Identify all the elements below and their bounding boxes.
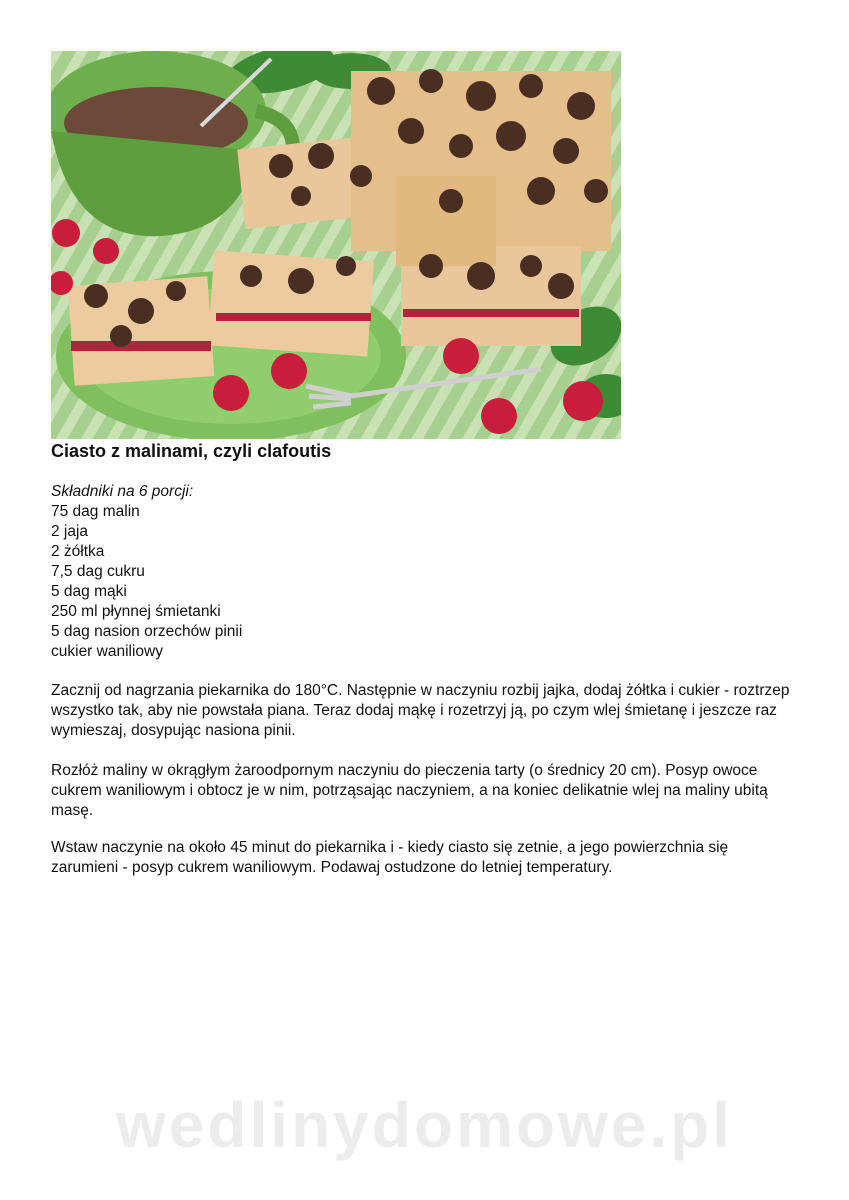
- ingredients-heading: Składniki na 6 porcji:: [51, 483, 194, 500]
- ingredient-item: 75 dag malin: [51, 503, 140, 520]
- instruction-paragraph-1: Zacznij od nagrzania piekarnika do 180°C. Następnie w naczyniu rozbij jajka, dodaj żółtka i cukier - roztrzep wszystko tak, aby nie powstała piana. Teraz dodaj mąkę i rozetrzyj ją, po czym wlej śmietanę i jeszcze raz wymieszaj, dosypując nasiona pinii.: [51, 682, 790, 739]
- recipe-title: Ciasto z malinami, czyli clafoutis: [51, 441, 332, 461]
- instruction-paragraph-2: Rozłóż maliny w okrągłym żaroodpornym naczyniu do pieczenia tarty (o średnicy 20 cm). Posyp owoce cukrem waniliowym i obtocz je w nim, potrząsając naczyniem, a na koniec delikatnie wlej na maliny ubitą masę.: [51, 762, 768, 819]
- ingredient-item: 7,5 dag cukru: [51, 563, 145, 580]
- ingredients-list: [51, 482, 242, 662]
- ingredient-item: 250 ml płynnej śmietanki: [51, 603, 221, 620]
- ingredient-item: cukier waniliowy: [51, 643, 163, 660]
- recipe-photo: [51, 51, 621, 439]
- ingredient-item: 2 żółtka: [51, 543, 105, 560]
- ingredient-item: 5 dag mąki: [51, 583, 127, 600]
- ingredient-item: 2 jaja: [51, 523, 89, 540]
- site-watermark: wedlinydomowe.pl: [116, 1089, 733, 1161]
- instruction-paragraph-3: Wstaw naczynie na około 45 minut do piekarnika i - kiedy ciasto się zetnie, a jego powierzchnia się zarumieni - posyp cukrem waniliowym. Podawaj ostudzone do letniej temperatury.: [51, 839, 729, 876]
- ingredient-item: 5 dag nasion orzechów pinii: [51, 623, 243, 640]
